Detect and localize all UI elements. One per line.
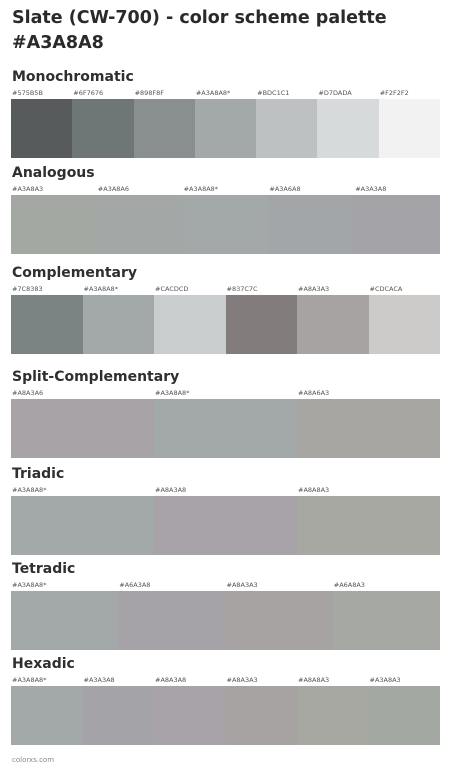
color-swatch[interactable] — [195, 99, 256, 158]
color-swatch[interactable] — [11, 99, 72, 158]
color-swatch[interactable] — [369, 686, 441, 745]
swatch-label: #837C7C — [226, 285, 258, 293]
swatch-label: #A8A3A8 — [155, 676, 187, 684]
swatch-label: #A3A8A8* — [83, 285, 118, 293]
swatch-label: #A3A8A8* — [12, 581, 47, 589]
color-swatch[interactable] — [379, 99, 440, 158]
color-swatch[interactable] — [11, 591, 118, 650]
swatch-row — [11, 496, 440, 555]
swatch-label: #A3A8A8* — [12, 486, 47, 494]
color-swatch[interactable] — [11, 496, 154, 555]
section-title: Monochromatic — [12, 69, 134, 85]
swatch-label: #898F8F — [134, 89, 165, 97]
page-title — [12, 6, 452, 56]
color-swatch[interactable] — [268, 195, 354, 254]
color-swatch[interactable] — [226, 295, 298, 354]
color-swatch[interactable] — [226, 686, 298, 745]
color-swatch[interactable] — [118, 591, 225, 650]
color-swatch[interactable] — [154, 399, 297, 458]
color-swatch[interactable] — [11, 195, 97, 254]
color-swatch[interactable] — [317, 99, 378, 158]
color-swatch[interactable] — [83, 295, 155, 354]
color-swatch[interactable] — [354, 195, 440, 254]
site-credit[interactable]: colorxs.com — [12, 756, 55, 764]
swatch-label: #A8A3A6 — [12, 389, 44, 397]
section-title: Complementary — [12, 265, 138, 281]
swatch-label: #A3A6A8 — [269, 185, 301, 193]
swatch-row — [11, 591, 440, 650]
color-swatch[interactable] — [297, 295, 369, 354]
color-swatch[interactable] — [97, 195, 183, 254]
swatch-labels — [11, 89, 440, 98]
swatch-labels — [11, 185, 440, 194]
swatch-label: #575B5B — [12, 89, 43, 97]
color-swatch[interactable] — [369, 295, 441, 354]
color-swatch[interactable] — [256, 99, 317, 158]
swatch-row — [11, 686, 440, 745]
swatch-label: #BDC1C1 — [257, 89, 290, 97]
swatch-labels — [11, 285, 440, 294]
color-swatch[interactable] — [154, 686, 226, 745]
swatch-label: #CDCACA — [369, 285, 403, 293]
section-title: Analogous — [12, 165, 95, 181]
color-swatch[interactable] — [297, 399, 440, 458]
swatch-labels — [11, 389, 440, 398]
color-swatch[interactable] — [72, 99, 133, 158]
swatch-label: #6F7676 — [73, 89, 104, 97]
section-title: Tetradic — [12, 561, 76, 577]
swatch-label: #A8A3A3 — [226, 581, 258, 589]
color-swatch[interactable] — [154, 295, 226, 354]
swatch-label: #F2F2F2 — [379, 89, 409, 97]
page-title-name: Slate (CW-700) - color scheme palette — [12, 8, 387, 28]
color-swatch[interactable] — [297, 686, 369, 745]
swatch-label: #A8A8A3 — [298, 486, 330, 494]
swatch-label: #A3A8A3 — [12, 185, 44, 193]
swatch-label: #A8A3A3 — [226, 676, 258, 684]
swatch-label: #A8A6A3 — [298, 389, 330, 397]
swatch-label: #A8A3A8 — [155, 486, 187, 494]
color-swatch[interactable] — [11, 686, 83, 745]
color-swatch[interactable] — [183, 195, 269, 254]
swatch-label: #A3A8A8* — [195, 89, 231, 97]
page-title-hex: #A3A8A8 — [12, 33, 104, 53]
swatch-row — [11, 399, 440, 458]
swatch-label: #A3A8A8* — [183, 185, 219, 193]
swatch-label: #A8A3A3 — [298, 285, 330, 293]
color-swatch[interactable] — [11, 295, 83, 354]
swatch-label: #CACDCD — [155, 285, 189, 293]
swatch-label: #A6A3A8 — [119, 581, 151, 589]
section-title: Triadic — [12, 466, 65, 482]
swatch-labels — [11, 486, 440, 495]
color-swatch[interactable] — [11, 399, 154, 458]
swatch-label: #A3A3A8 — [355, 185, 387, 193]
color-swatch[interactable] — [134, 99, 195, 158]
swatch-label: #A3A8A3 — [369, 676, 401, 684]
swatch-row — [11, 195, 440, 254]
swatch-labels — [11, 581, 440, 590]
color-swatch[interactable] — [297, 496, 440, 555]
color-swatch[interactable] — [226, 591, 333, 650]
swatch-row — [11, 295, 440, 354]
swatch-label: #7C8383 — [12, 285, 43, 293]
swatch-label: #A3A8A8* — [12, 676, 47, 684]
swatch-label: #A3A3A8 — [83, 676, 115, 684]
section-title: Split-Complementary — [12, 369, 180, 385]
section-title: Hexadic — [12, 656, 75, 672]
swatch-label: #A6A8A3 — [333, 581, 365, 589]
swatch-label: #A8A8A3 — [298, 676, 330, 684]
swatch-label: #A3A8A8* — [155, 389, 190, 397]
swatch-row — [11, 99, 440, 158]
color-swatch[interactable] — [154, 496, 297, 555]
color-swatch[interactable] — [83, 686, 155, 745]
color-swatch[interactable] — [333, 591, 440, 650]
swatch-labels — [11, 676, 440, 685]
swatch-label: #D7DADA — [318, 89, 352, 97]
swatch-label: #A3A8A6 — [97, 185, 129, 193]
